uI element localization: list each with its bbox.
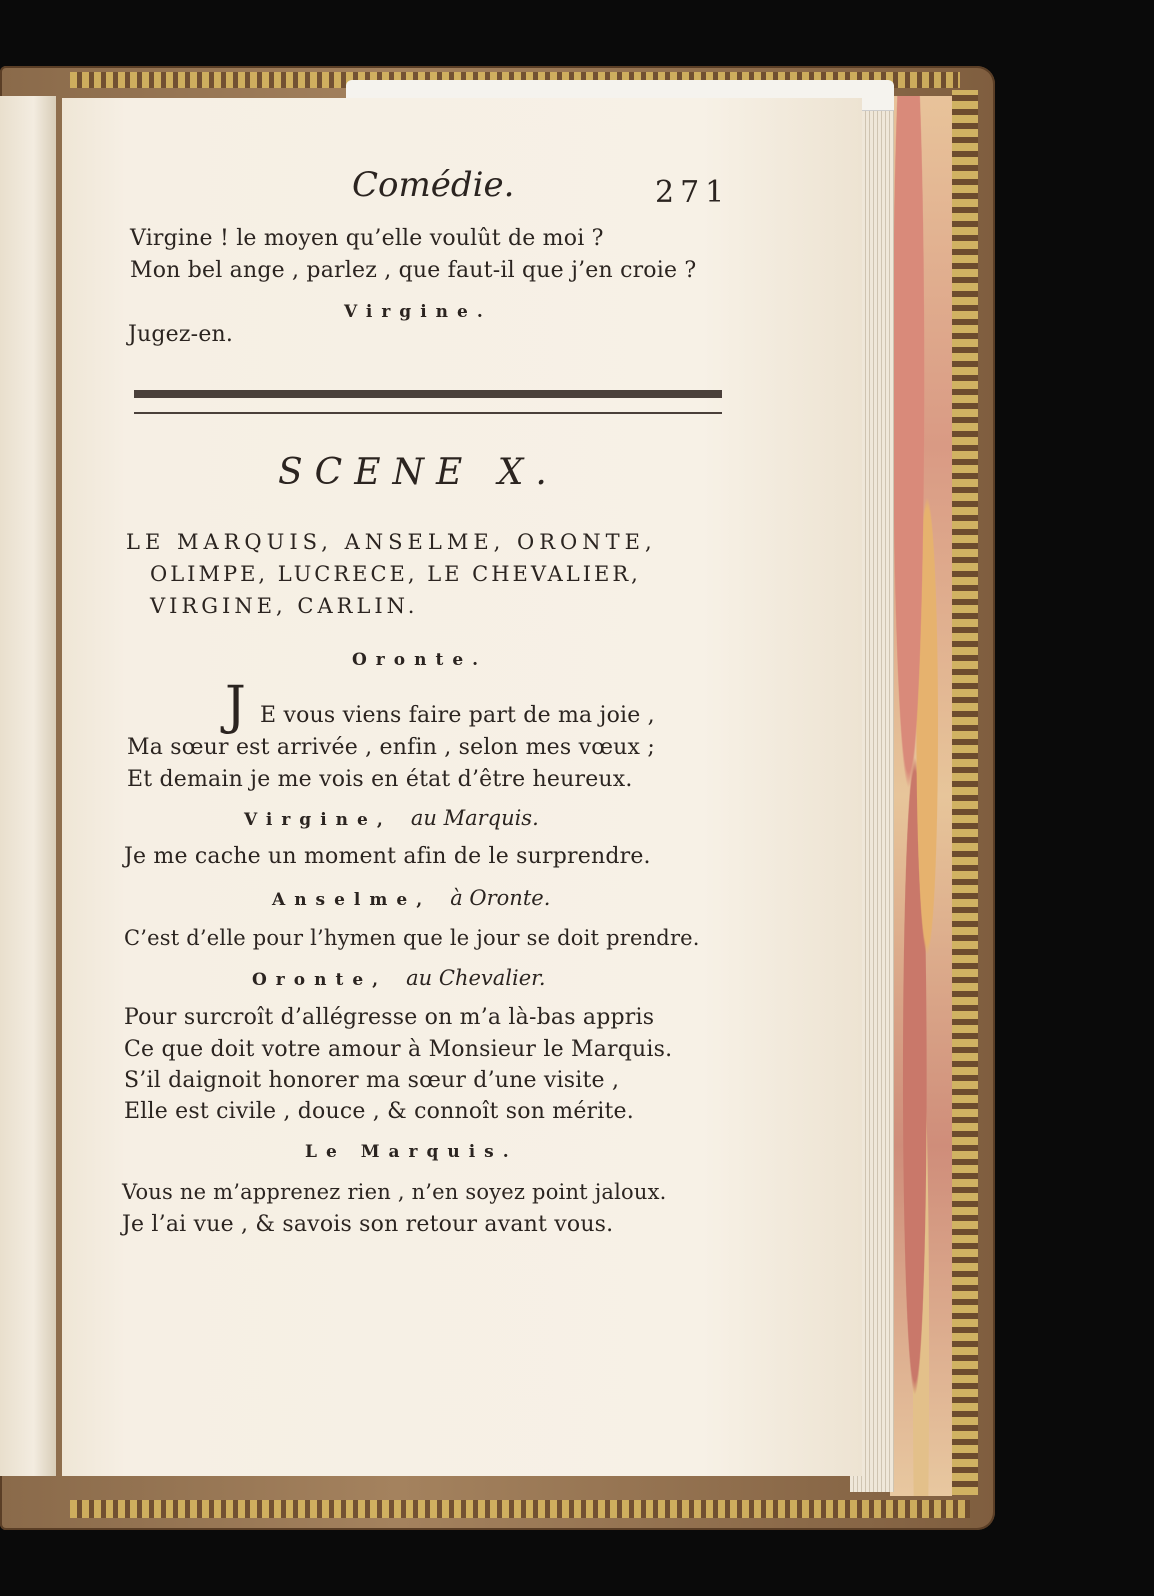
speaker-heading [244,806,539,830]
stage-direction: au Chevalier. [406,966,546,990]
speaker-heading [252,966,546,990]
speaker-name: Virgine. [344,302,492,322]
verse-line: Jugez-en. [128,322,234,347]
verse-line: C’est d’elle pour l’hymen que le jour se doit prendre. [124,926,700,950]
verse-line: E vous viens faire part de ma joie , [260,703,655,728]
marbled-fore-edge [890,96,952,1496]
drop-cap: J [225,676,246,736]
running-head: Comédie. [352,165,515,205]
speaker-name: Oronte, [252,970,388,990]
page-number: 271 [655,175,731,210]
section-rule-thin [134,412,722,414]
verse-line: Elle est civile , douce , & connoît son mérite. [124,1099,634,1124]
left-page-edge [0,96,56,1476]
gilt-border-right [952,90,978,1495]
cast-list-line: VIRGINE, CARLIN. [150,594,419,618]
cast-list-line: OLIMPE, LUCRECE, LE CHEVALIER, [150,562,641,586]
speaker-name: Virgine, [244,810,392,830]
verse-line: Virgine ! le moyen qu’elle voulût de moi ? [130,226,604,251]
scene-title: SCENE X. [278,452,559,493]
gilt-border-bottom [70,1500,970,1518]
verse-line: Je l’ai vue , & savois son retour avant vous. [122,1212,614,1237]
verse-line: Mon bel ange , parlez , que faut-il que j’en croie ? [130,258,697,283]
stage-direction: au Marquis. [410,806,539,830]
verse-line: Vous ne m’apprenez rien , n’en soyez point jaloux. [122,1180,667,1204]
verse-line: S’il daignoit honorer ma sœur d’une visite , [124,1068,620,1093]
speaker-name: Oronte. [352,650,488,670]
speaker-heading [272,886,550,910]
speaker-name: Le Marquis. [305,1142,518,1162]
cast-list-line: LE MARQUIS, ANSELME, ORONTE, [126,530,657,554]
verse-line: Je me cache un moment afin de le surprendre. [124,844,651,869]
stage-direction: à Oronte. [450,886,551,910]
speaker-name: Anselme, [272,890,432,910]
verse-line: Ma sœur est arrivée , enfin , selon mes vœux ; [127,735,655,760]
verse-line: Pour surcroît d’allégresse on m’a là-bas appris [124,1005,655,1030]
section-rule-thick [134,390,722,398]
verse-line: Ce que doit votre amour à Monsieur le Marquis. [124,1037,673,1062]
verse-line: Et demain je me vois en état d’être heureux. [127,767,633,792]
